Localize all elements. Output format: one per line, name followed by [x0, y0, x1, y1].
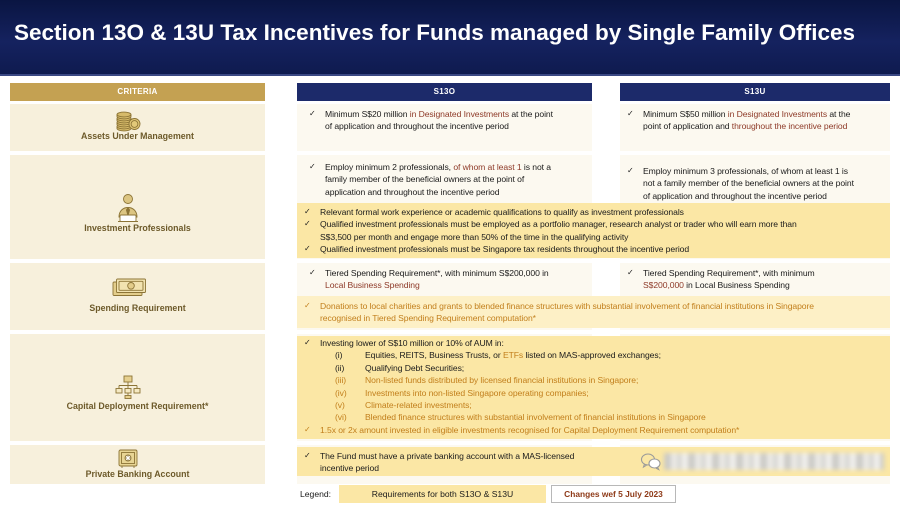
- header-s13o: S13O: [297, 83, 592, 101]
- text-segment: Tiered Spending Requirement*, with minimum S$200,000 in: [325, 268, 549, 278]
- criteria-label-private-banking: Private Banking Account: [85, 469, 190, 479]
- safe-icon: [118, 449, 138, 469]
- text-line: [304, 337, 739, 349]
- check-icon: ✓: [304, 451, 311, 460]
- text-segment: S$3,500 per month and engage more than 50% of the time in the qualifying activity: [320, 231, 629, 242]
- text-segment: Investments into non-listed Singapore operating companies;: [365, 387, 589, 398]
- text-segment: Climate-related investments;: [365, 399, 472, 410]
- check-icon: ✓: [304, 219, 311, 229]
- legend-changes: Changes wef 5 July 2023: [551, 485, 676, 503]
- text-segment: of whom at least 1: [453, 162, 522, 172]
- text-segment: family member of the beneficial owners at the point of: [325, 174, 525, 185]
- text-line: [309, 279, 549, 291]
- text-segment: Employ minimum 3 professionals, of whom at least 1 is: [643, 166, 848, 176]
- text-segment: Tiered Spending Requirement*, with minimum: [643, 268, 815, 278]
- text-segment: S$200,000: [643, 280, 684, 291]
- text-line: [627, 177, 854, 189]
- text-segment: Qualified investment professionals must be Singapore tax residents throughout the incentive period: [320, 244, 690, 255]
- text-segment: application and throughout the incentive period: [325, 186, 500, 197]
- text-line: [304, 387, 739, 399]
- text-line: [304, 231, 797, 243]
- criteria-label-investment-professionals: Investment Professionals: [84, 223, 191, 233]
- text-line: [309, 161, 551, 173]
- org-chart-icon: [115, 375, 141, 399]
- text-segment: at the point: [509, 109, 553, 119]
- text-line: [309, 108, 553, 120]
- text-line: [304, 206, 797, 218]
- shared-spending-text: [304, 300, 814, 325]
- text-segment: ETFs: [502, 350, 524, 361]
- check-icon: ✓: [304, 207, 311, 216]
- shared-private-banking-text: [304, 450, 574, 475]
- text-line: [304, 411, 739, 423]
- title-rule: [0, 74, 900, 76]
- text-line: [627, 279, 815, 291]
- item-number: (v): [335, 399, 345, 410]
- text-line: [309, 186, 551, 198]
- s13o-spending-text: [309, 267, 549, 292]
- text-segment: Equities, REITS, Business Trusts, or: [365, 350, 503, 361]
- criteria-label-spending: Spending Requirement: [89, 303, 186, 313]
- shared-capital-deployment-text: [304, 337, 739, 436]
- check-icon: ✓: [627, 268, 634, 277]
- s13u-investment-professionals-text: [627, 165, 854, 202]
- text-line: [304, 399, 739, 411]
- page-title: Section 13O & 13U Tax Incentives for Funds managed by Single Family Offices: [14, 20, 856, 45]
- criteria-label-capital-deployment: Capital Deployment Requirement*: [66, 401, 209, 411]
- text-segment: is not a: [521, 162, 552, 172]
- text-line: [304, 450, 574, 462]
- text-line: [309, 173, 551, 185]
- s13u-aum-text: [627, 108, 850, 133]
- text-segment: Blended finance structures with substantial involvement of financial institutions in Singapore: [365, 412, 706, 423]
- text-segment: Qualifying Debt Securities;: [365, 362, 465, 373]
- text-line: [304, 349, 739, 361]
- s13u-spending-text: [627, 267, 815, 292]
- check-icon: ✓: [304, 338, 311, 347]
- text-line: [627, 190, 854, 202]
- text-segment: throughout the incentive period: [731, 121, 848, 132]
- text-line: [304, 362, 739, 374]
- watermark-blur: [664, 453, 884, 470]
- text-segment: not a family member of the beneficial owners at the point: [643, 178, 854, 189]
- text-segment: point of application and: [643, 121, 732, 132]
- text-segment: incentive period: [320, 463, 379, 474]
- item-number: (ii): [335, 362, 345, 373]
- cash-icon: [112, 278, 147, 297]
- text-segment: Relevant formal work experience or academic qualifications to qualify as investment professionals: [320, 207, 684, 217]
- item-number: (vi): [335, 412, 347, 423]
- text-line: [304, 300, 814, 312]
- text-line: [309, 267, 549, 279]
- text-segment: of application and throughout the incentive period: [643, 190, 827, 201]
- text-segment: Qualified investment professionals must be employed as a portfolio manager, research analyst or trader who will earn more than: [320, 219, 797, 230]
- title-bar: [0, 0, 900, 76]
- text-segment: at the: [827, 109, 851, 119]
- text-line: [627, 108, 850, 120]
- coins-icon: [115, 110, 141, 132]
- text-line: [627, 120, 850, 132]
- text-line: [304, 374, 739, 386]
- header-criteria: CRITERIA: [10, 83, 265, 101]
- check-icon: ✓: [304, 244, 311, 254]
- text-segment: recognised in Tiered Spending Requirement computation*: [320, 313, 536, 324]
- text-segment: listed on MAS-approved exchanges;: [523, 350, 661, 361]
- item-number: (iii): [335, 375, 347, 386]
- text-line: [627, 165, 854, 177]
- text-segment: The Fund must have a private banking account with a MAS-licensed: [320, 451, 575, 461]
- check-icon: ✓: [304, 301, 311, 310]
- shared-investment-professionals-text: [304, 206, 797, 256]
- check-icon: ✓: [627, 166, 634, 175]
- professional-person-icon: [116, 193, 140, 223]
- text-line: [304, 462, 574, 474]
- text-segment: of application and throughout the incentive period: [325, 121, 509, 132]
- text-line: [304, 312, 814, 324]
- header-s13u: S13U: [620, 83, 890, 101]
- check-icon: ✓: [309, 268, 316, 277]
- text-segment: Minimum S$20 million: [325, 109, 410, 119]
- text-line: [304, 424, 739, 436]
- check-icon: ✓: [309, 109, 316, 118]
- text-segment: Local Business Spending: [325, 280, 420, 291]
- check-icon: ✓: [304, 424, 311, 434]
- s13o-investment-professionals-text: [309, 161, 551, 198]
- text-line: [627, 267, 815, 279]
- wechat-icon: [640, 452, 662, 471]
- text-segment: in Designated Investments: [727, 109, 828, 119]
- text-line: [304, 243, 797, 255]
- item-number: (i): [335, 350, 343, 361]
- text-segment: in Designated Investments: [409, 109, 510, 119]
- check-icon: ✓: [309, 162, 316, 171]
- text-segment: Minimum S$50 million: [643, 109, 728, 119]
- text-line: [304, 218, 797, 230]
- text-segment: Donations to local charities and grants to blended finance structures with substantial involvement of financial institutions in Singapore: [320, 301, 814, 311]
- text-line: [309, 120, 553, 132]
- s13o-aum-text: [309, 108, 553, 133]
- legend-label: Legend:: [300, 489, 332, 499]
- text-segment: Non-listed funds distributed by licensed financial institutions in Singapore;: [365, 375, 639, 386]
- text-segment: in Local Business Spending: [683, 280, 790, 291]
- text-segment: 1.5x or 2x amount invested in eligible investments recognised for Capital Deployment Requirement computation*: [320, 424, 740, 435]
- check-icon: ✓: [627, 109, 634, 118]
- text-segment: Investing lower of S$10 million or 10% of AUM in:: [320, 338, 504, 348]
- item-number: (iv): [335, 387, 347, 398]
- legend-both-requirements: Requirements for both S13O & S13U: [339, 485, 546, 503]
- criteria-label-aum: Assets Under Management: [81, 131, 194, 141]
- text-segment: Employ minimum 2 professionals,: [325, 162, 454, 172]
